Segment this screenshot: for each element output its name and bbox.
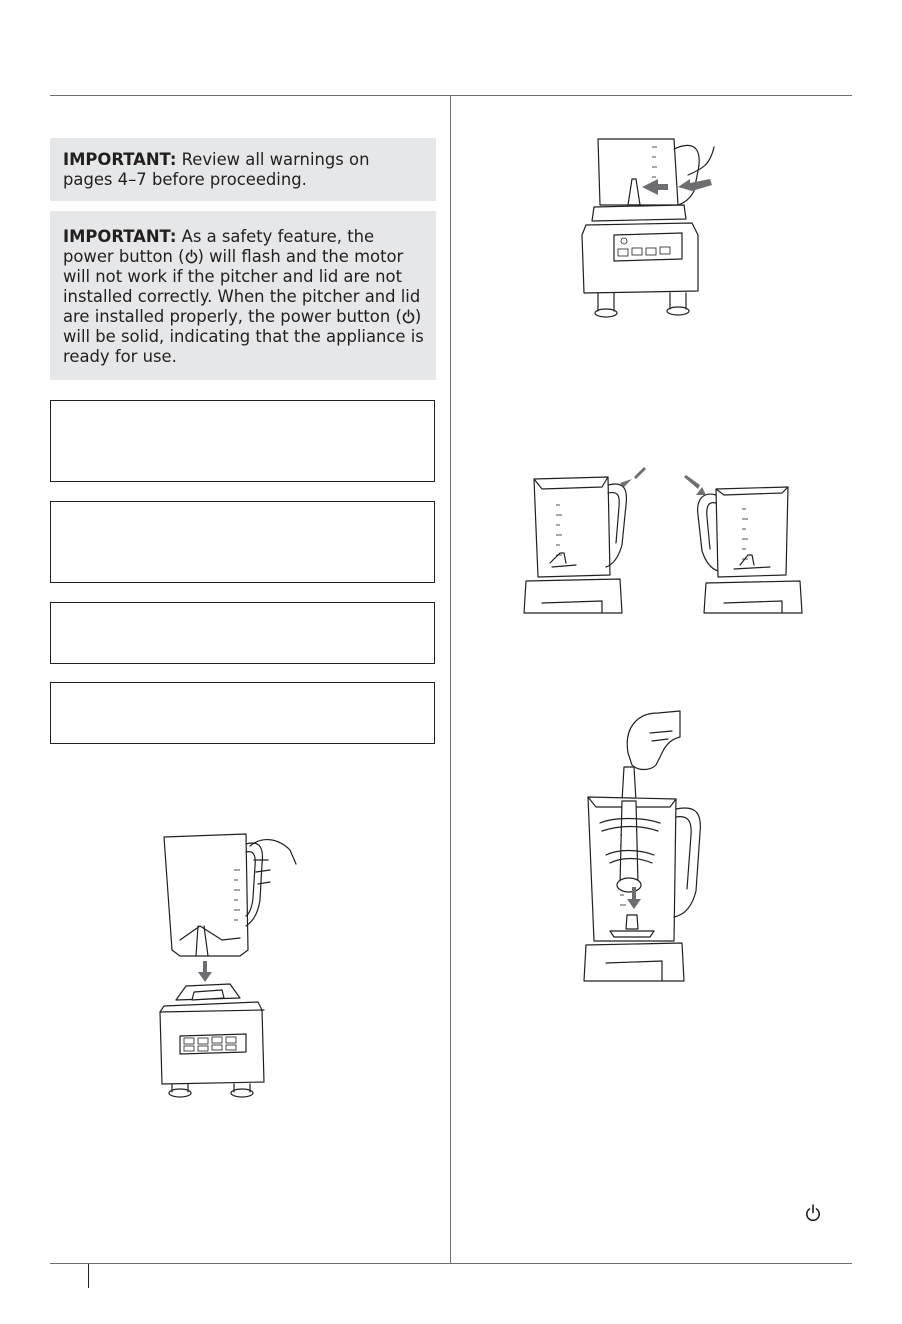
power-icon	[185, 247, 198, 266]
important-text-part-a: As a safety feature, the power button (	[63, 227, 375, 266]
outlined-box	[50, 501, 435, 583]
important-text-part-b: ) will flash and the motor will not work if the pitcher and lid are not installed correctly. When the pitcher and lid are installed properly, the power button (	[63, 247, 421, 326]
important-text-part-c: ) will be solid, indicating that the appliance is ready for use.	[63, 307, 424, 366]
pitcher-alignment-illustration	[520, 465, 810, 615]
page-number-divider	[88, 1264, 89, 1288]
top-rule	[50, 95, 852, 96]
pitcher-locking-illustration	[580, 135, 720, 325]
outlined-box	[50, 400, 435, 482]
power-icon	[804, 1203, 822, 1223]
outlined-box	[50, 602, 435, 664]
blade-assembly-illustration	[580, 705, 720, 985]
important-text: Review all warnings on pages 4–7 before proceeding.	[63, 150, 370, 189]
important-note-warnings	[50, 138, 436, 201]
important-note-safety-feature	[50, 211, 436, 380]
column-divider	[450, 96, 451, 1263]
important-label: IMPORTANT:	[63, 150, 177, 169]
pitcher-placement-illustration	[150, 830, 310, 1105]
outlined-box	[50, 682, 435, 744]
bottom-rule	[50, 1263, 852, 1264]
power-icon	[402, 307, 415, 326]
important-label: IMPORTANT:	[63, 227, 177, 246]
